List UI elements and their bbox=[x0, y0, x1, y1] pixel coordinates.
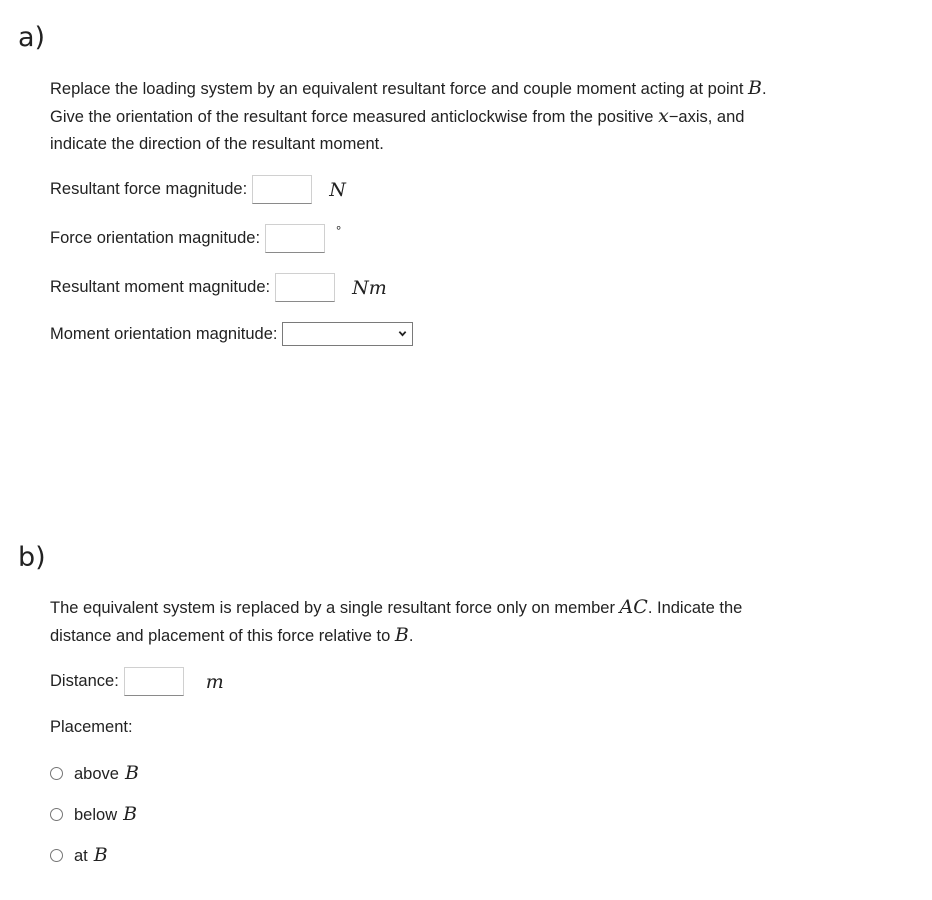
chevron-down-icon bbox=[398, 329, 407, 338]
part-a-instructions bbox=[50, 75, 850, 158]
resultant-moment-unit: Nm bbox=[352, 276, 387, 299]
force-orientation-unit: ° bbox=[336, 223, 342, 238]
placement-option-label: at B bbox=[74, 844, 108, 866]
placement-option-above[interactable] bbox=[50, 762, 139, 784]
force-orientation-row bbox=[50, 224, 341, 253]
moment-orientation-label: Moment orientation magnitude: bbox=[50, 324, 278, 343]
part-b-instructions bbox=[50, 594, 850, 650]
force-orientation-input[interactable] bbox=[265, 224, 325, 253]
part-a-line-3: indicate the direction of the resultant moment. bbox=[50, 135, 384, 153]
distance-input[interactable] bbox=[124, 667, 184, 696]
moment-orientation-select[interactable] bbox=[282, 322, 413, 346]
part-a-heading: a) bbox=[18, 22, 46, 53]
placement-option-label: above B bbox=[74, 762, 139, 784]
part-b-heading: b) bbox=[18, 542, 46, 573]
distance-unit: m bbox=[205, 670, 224, 693]
resultant-moment-input[interactable] bbox=[275, 273, 335, 302]
force-orientation-label: Force orientation magnitude: bbox=[50, 229, 261, 247]
resultant-force-label: Resultant force magnitude: bbox=[50, 180, 248, 198]
resultant-moment-row bbox=[50, 273, 387, 302]
placement-option-label: below B bbox=[74, 803, 138, 825]
placement-option-at[interactable] bbox=[50, 844, 108, 866]
placement-heading-row bbox=[50, 718, 138, 737]
placement-label: Placement: bbox=[50, 718, 133, 736]
radio-unselected-icon[interactable] bbox=[50, 767, 63, 780]
distance-label: Distance: bbox=[50, 672, 119, 690]
placement-option-below[interactable] bbox=[50, 803, 137, 825]
moment-orientation-row bbox=[50, 322, 413, 346]
part-b-line-2: distance and placement of this force relative to B. bbox=[50, 624, 414, 646]
resultant-force-unit: N bbox=[329, 178, 346, 201]
resultant-moment-label: Resultant moment magnitude: bbox=[50, 278, 271, 296]
resultant-force-row bbox=[50, 175, 346, 204]
radio-unselected-icon[interactable] bbox=[50, 849, 63, 862]
part-a-line-1: Replace the loading system by an equivalent resultant force and couple moment acting at point B. bbox=[50, 77, 767, 99]
radio-unselected-icon[interactable] bbox=[50, 808, 63, 821]
part-b-line-1: The equivalent system is replaced by a single resultant force only on member AC. Indicate the bbox=[50, 596, 743, 618]
part-a-line-2: Give the orientation of the resultant force measured anticlockwise from the positive x−axis, and bbox=[50, 105, 745, 127]
distance-row bbox=[50, 667, 224, 696]
resultant-force-input[interactable] bbox=[252, 175, 312, 204]
